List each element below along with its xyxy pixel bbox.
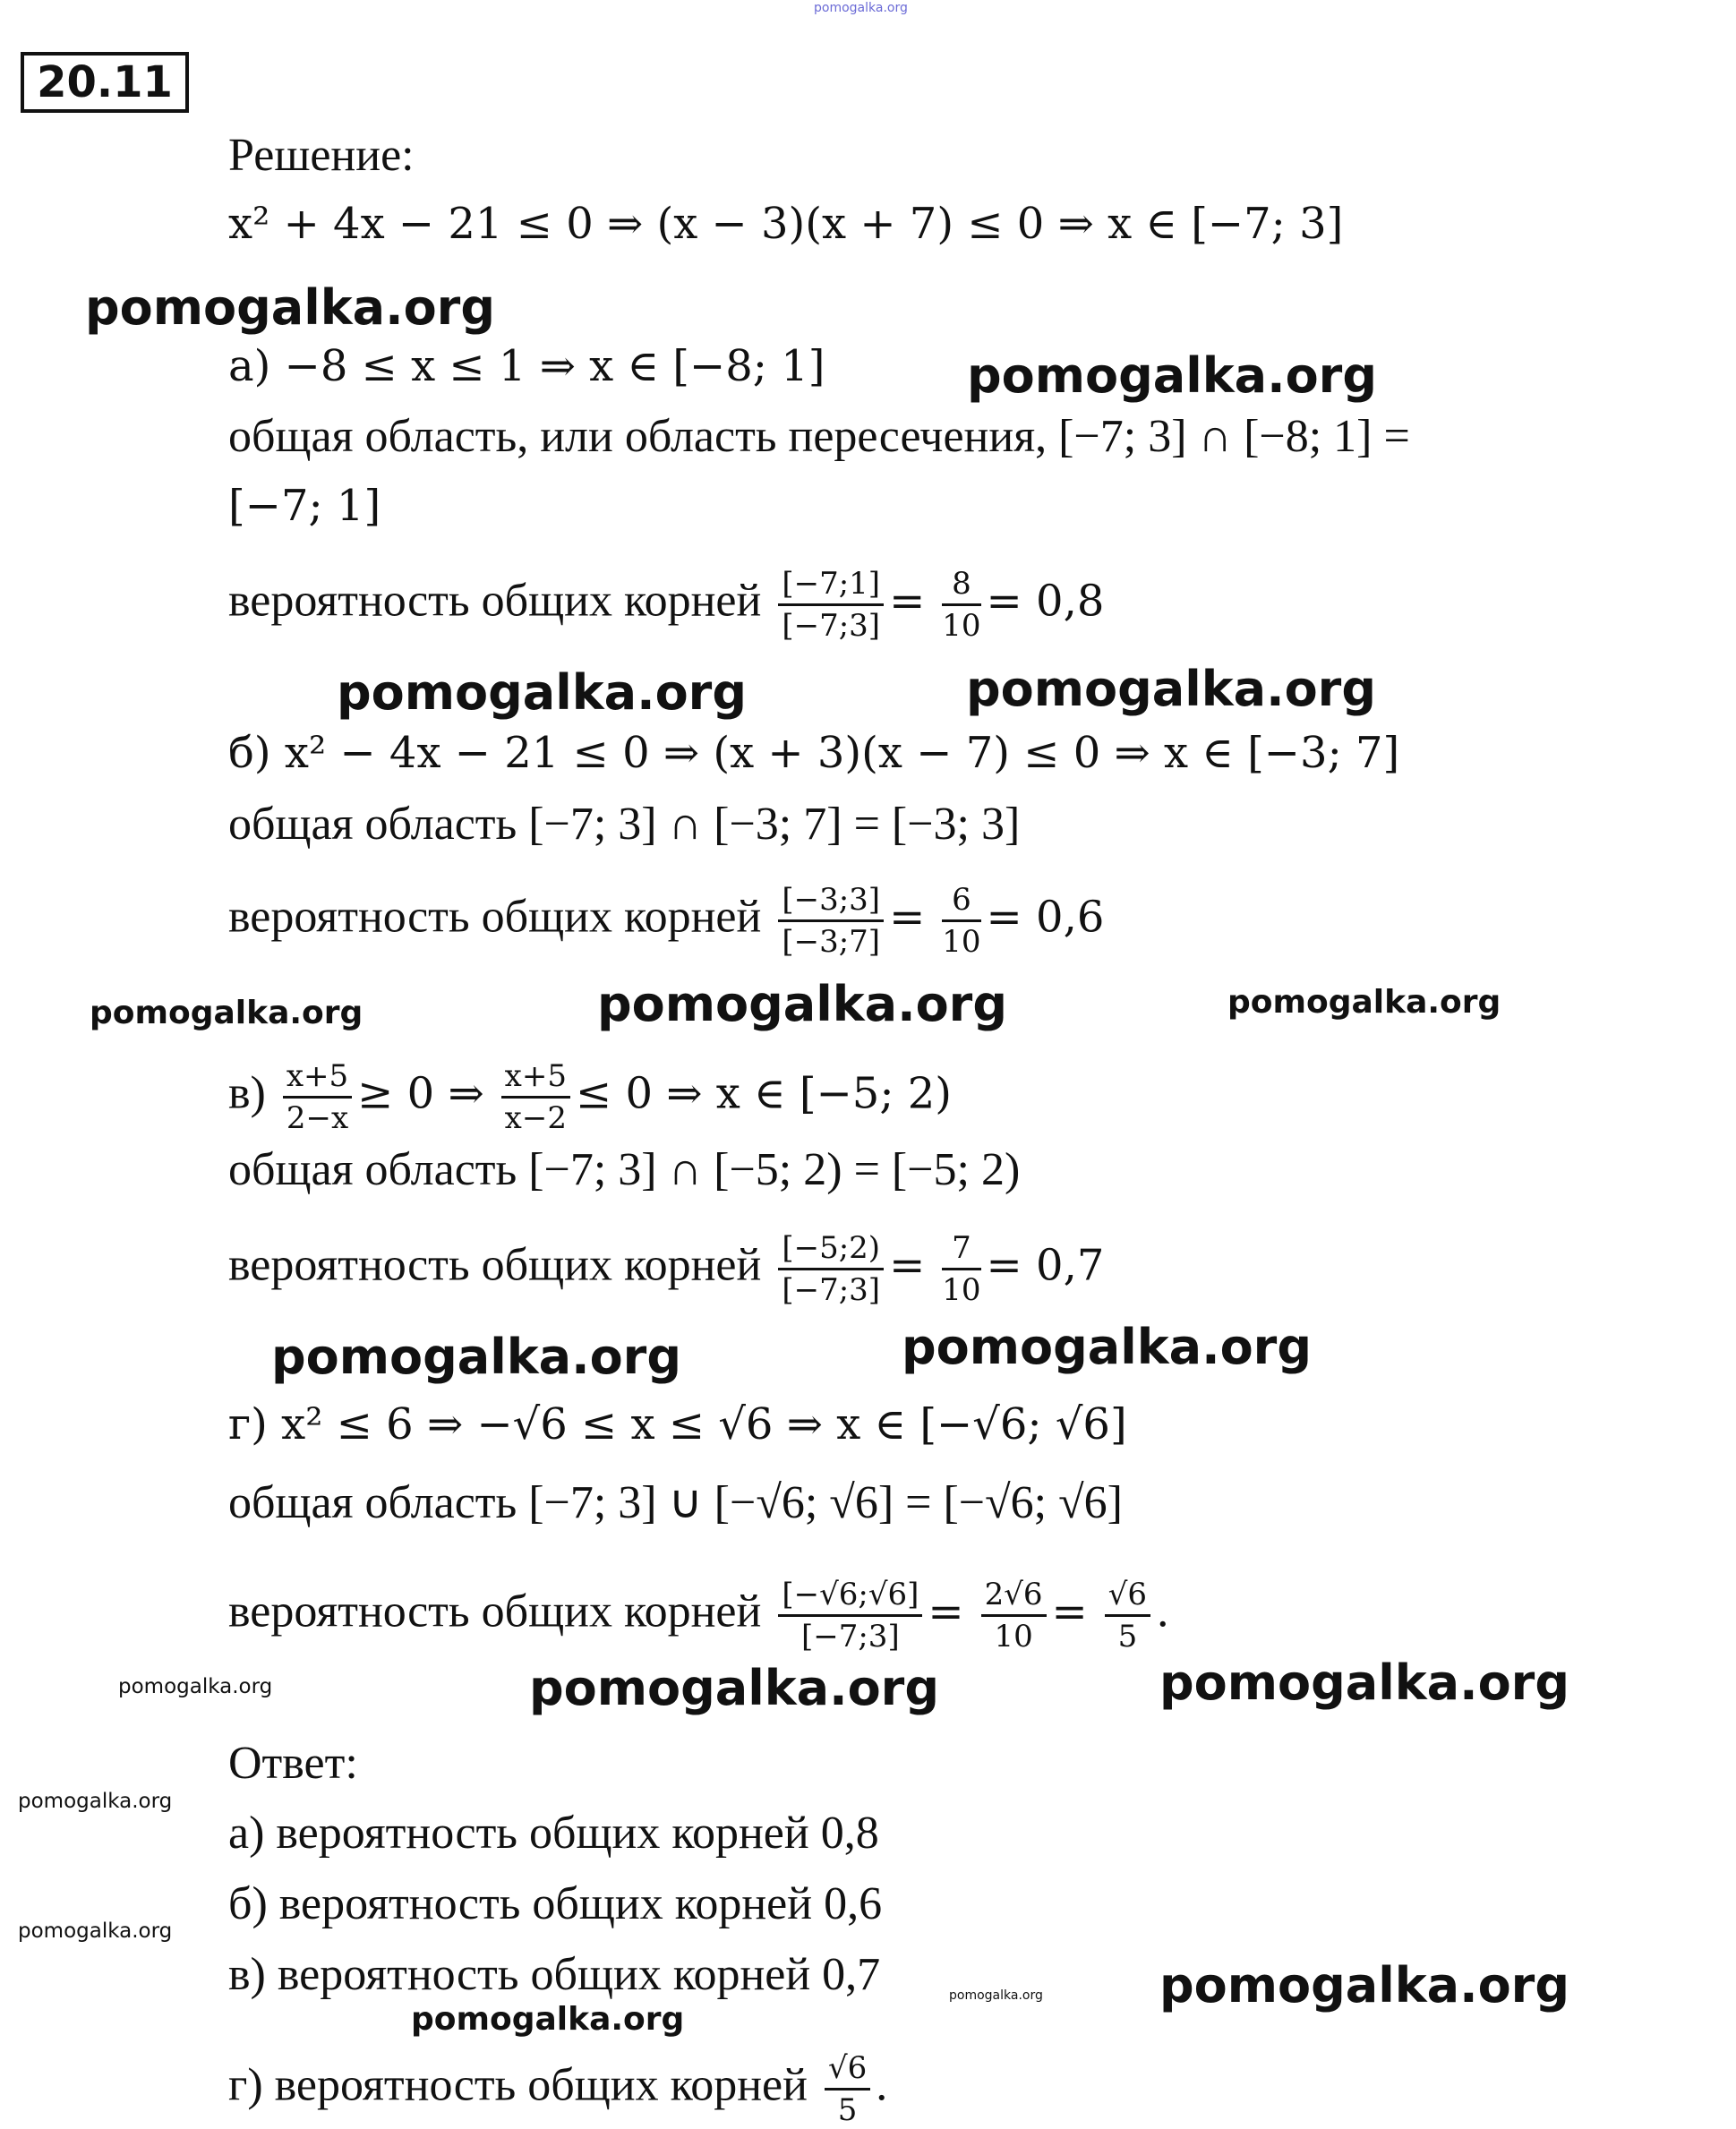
main-equation: x² + 4x − 21 ≤ 0 ⇒ (x − 3)(x + 7) ≤ 0 ⇒ x ∈ [−7; 3] — [228, 199, 1344, 249]
prob-label: вероятность общих корней — [228, 575, 762, 627]
prob-label: вероятность общих корней — [228, 1239, 762, 1291]
watermark: pomogalka.org — [118, 1675, 273, 1698]
watermark: pomogalka.org — [337, 664, 747, 721]
fraction: $\frac{8}{10}$ — [942, 566, 981, 644]
answer-a: а) вероятность общих корней 0,8 — [228, 1808, 879, 1859]
fraction: $\frac{x+5}{x-2}$ — [501, 1058, 570, 1136]
fraction: $\frac{7}{10}$ — [942, 1230, 981, 1308]
part-a-equation: а) −8 ≤ x ≤ 1 ⇒ x ∈ [−8; 1] — [228, 341, 825, 391]
watermark: pomogalka.org — [1159, 1957, 1569, 2014]
watermark: pomogalka.org — [18, 1790, 173, 1813]
part-c-probability: вероятность общих корней $\frac{[-5;2)}{[-7;3]}$ = $\frac{7}{10}$ = 0,7 — [228, 1230, 1105, 1308]
watermark: pomogalka.org — [90, 995, 363, 1031]
part-b-equation: б) x² − 4x − 21 ≤ 0 ⇒ (x + 3)(x − 7) ≤ 0 ⇒ x ∈ [−3; 7] — [228, 728, 1400, 778]
fraction: $\frac{√6}{5}$ — [825, 2050, 870, 2128]
watermark: pomogalka.org — [1227, 984, 1501, 1021]
watermark: pomogalka.org — [411, 2001, 685, 2038]
part-c-equation: в) $\frac{x+5}{2-x}$ ≥ 0 ⇒ $\frac{x+5}{x-2}$ ≤ 0 ⇒ x ∈ [−5; 2) — [228, 1058, 953, 1136]
prob-label: вероятность общих корней — [228, 891, 762, 943]
part-a-common-result: [−7; 1] — [228, 481, 381, 531]
watermark: pomogalka.org — [814, 1, 908, 15]
part-a-common: общая область, или область пересечения, [−7; 3] ∩ [−8; 1] = — [228, 411, 1410, 462]
fraction: $\frac{x+5}{2-x}$ — [283, 1058, 352, 1136]
fraction: $\frac{2√6}{10}$ — [981, 1577, 1047, 1654]
answer-d: г) вероятность общих корней $\frac{√6}{5}$ . — [228, 2050, 888, 2128]
part-b-common: общая область [−7; 3] ∩ [−3; 7] = [−3; 3] — [228, 799, 1021, 850]
solution-label: Решение: — [228, 130, 415, 181]
watermark: pomogalka.org — [1159, 1654, 1569, 1711]
watermark: pomogalka.org — [949, 1988, 1043, 2003]
part-d-common: общая область [−7; 3] ∪ [−√6; √6] = [−√6; √6] — [228, 1477, 1123, 1528]
fraction: $\frac{6}{10}$ — [942, 882, 981, 960]
watermark: pomogalka.org — [902, 1319, 1312, 1375]
watermark: pomogalka.org — [967, 347, 1377, 404]
answer-b: б) вероятность общих корней 0,6 — [228, 1878, 883, 1929]
part-b-probability: вероятность общих корней $\frac{[-3;3]}{[-3;7]}$ = $\frac{6}{10}$ = 0,6 — [228, 882, 1105, 960]
problem-number: 20.11 — [21, 52, 189, 113]
watermark: pomogalka.org — [85, 279, 495, 336]
fraction: $\frac{[-5;2)}{[-7;3]}$ — [778, 1230, 884, 1308]
part-d-equation: г) x² ≤ 6 ⇒ −√6 ≤ x ≤ √6 ⇒ x ∈ [−√6; √6] — [228, 1399, 1127, 1449]
part-c-common: общая область [−7; 3] ∩ [−5; 2) = [−5; 2) — [228, 1144, 1021, 1195]
fraction: $\frac{√6}{5}$ — [1105, 1577, 1150, 1654]
part-d-probability: вероятность общих корней $\frac{[-√6;√6]}{[-7;3]}$ = $\frac{2√6}{10}$ = $\frac{√6}{5}$ . — [228, 1577, 1170, 1654]
part-a-probability: вероятность общих корней $\frac{[-7;1]}{[-7;3]}$ = $\frac{8}{10}$ = 0,8 — [228, 566, 1105, 644]
fraction: $\frac{[-3;3]}{[-3;7]}$ — [778, 882, 884, 960]
watermark: pomogalka.org — [271, 1329, 681, 1385]
watermark: pomogalka.org — [529, 1660, 939, 1716]
answer-c: в) вероятность общих корней 0,7 — [228, 1949, 881, 2000]
fraction: $\frac{[-√6;√6]}{[-7;3]}$ — [778, 1577, 922, 1654]
watermark: pomogalka.org — [18, 1920, 173, 1943]
fraction: $\frac{[-7;1]}{[-7;3]}$ — [778, 566, 884, 644]
watermark: pomogalka.org — [966, 661, 1376, 717]
prob-label: вероятность общих корней — [228, 1586, 762, 1637]
answer-label: Ответ: — [228, 1738, 358, 1789]
watermark: pomogalka.org — [597, 976, 1007, 1032]
